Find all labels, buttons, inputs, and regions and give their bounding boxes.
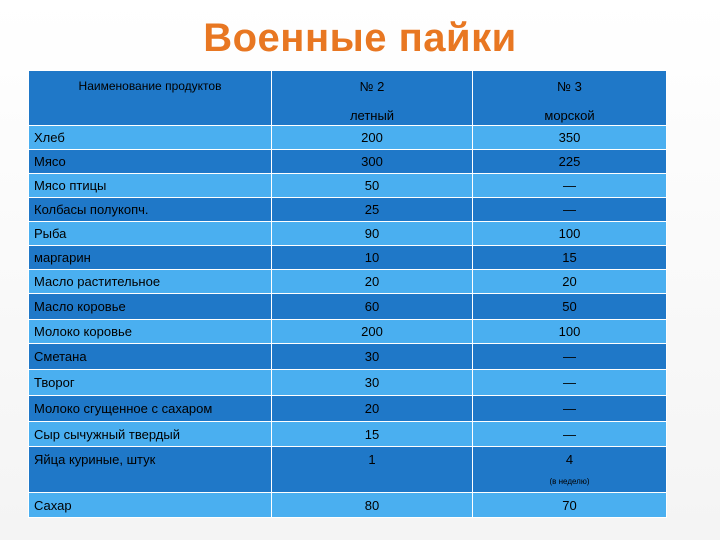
ration-3-value: 350	[473, 126, 667, 150]
table-header-row	[29, 71, 667, 126]
ration-2-value: 15	[272, 422, 473, 447]
product-name: Рыба	[29, 222, 272, 246]
header-ration-2-type: летный	[349, 108, 395, 123]
table-row	[29, 126, 667, 150]
ration-3-value: 70	[473, 493, 667, 518]
ration-2-value: 30	[272, 370, 473, 396]
product-name: Мясо птицы	[29, 174, 272, 198]
table-row	[29, 174, 667, 198]
table-row	[29, 320, 667, 344]
header-ration-3-number: № 3	[557, 79, 582, 94]
ration-3-value: 225	[473, 150, 667, 174]
ration-2-value: 25	[272, 198, 473, 222]
table-row	[29, 198, 667, 222]
product-name: маргарин	[29, 246, 272, 270]
ration-3-value: 15	[473, 246, 667, 270]
rations-table	[28, 70, 667, 518]
page-title: Военные пайки	[203, 16, 517, 60]
product-name: Хлеб	[29, 126, 272, 150]
ration-2-value: 90	[272, 222, 473, 246]
ration-3-value: 100	[473, 222, 667, 246]
ration-3-value: —	[473, 344, 667, 370]
product-name: Масло коровье	[29, 294, 272, 320]
ration-2-value: 20	[272, 270, 473, 294]
ration-2-value: 1	[272, 447, 473, 493]
product-name: Яйца куриные, штук	[29, 447, 272, 493]
product-name: Сметана	[29, 344, 272, 370]
header-ration-3-type: морской	[544, 108, 595, 123]
ration-2-value: 300	[272, 150, 473, 174]
ration-3-value: —	[473, 422, 667, 447]
table-row	[29, 396, 667, 422]
product-name: Колбасы полукопч.	[29, 198, 272, 222]
table-row	[29, 370, 667, 396]
product-name: Творог	[29, 370, 272, 396]
header-product-name: Наименование продуктов	[29, 71, 272, 126]
table-row	[29, 270, 667, 294]
ration-3-value: —	[473, 198, 667, 222]
product-name: Сыр сычужный твердый	[29, 422, 272, 447]
table-row	[29, 150, 667, 174]
ration-2-value: 10	[272, 246, 473, 270]
per-week-note: (в неделю)	[549, 477, 590, 486]
table-row	[29, 447, 667, 493]
table-row	[29, 344, 667, 370]
ration-2-value: 30	[272, 344, 473, 370]
product-name: Сахар	[29, 493, 272, 518]
ration-3-value: 4	[565, 452, 574, 467]
ration-2-value: 50	[272, 174, 473, 198]
ration-3-value: —	[473, 370, 667, 396]
ration-2-value: 60	[272, 294, 473, 320]
product-name: Молоко сгущенное с сахаром	[29, 396, 272, 422]
header-ration-2	[272, 71, 473, 126]
table-row	[29, 222, 667, 246]
ration-2-value: 200	[272, 126, 473, 150]
ration-3-value: 50	[473, 294, 667, 320]
ration-3-cell	[473, 447, 667, 493]
ration-3-value: —	[473, 396, 667, 422]
ration-3-value: 100	[473, 320, 667, 344]
ration-3-value: —	[473, 174, 667, 198]
table-row	[29, 493, 667, 518]
ration-2-value: 80	[272, 493, 473, 518]
header-ration-2-number: № 2	[359, 79, 385, 94]
ration-2-value: 200	[272, 320, 473, 344]
ration-2-value: 20	[272, 396, 473, 422]
header-ration-3	[473, 71, 667, 126]
table-row	[29, 246, 667, 270]
product-name: Мясо	[29, 150, 272, 174]
ration-3-value: 20	[473, 270, 667, 294]
product-name: Молоко коровье	[29, 320, 272, 344]
product-name: Масло растительное	[29, 270, 272, 294]
table-row	[29, 294, 667, 320]
table-row	[29, 422, 667, 447]
